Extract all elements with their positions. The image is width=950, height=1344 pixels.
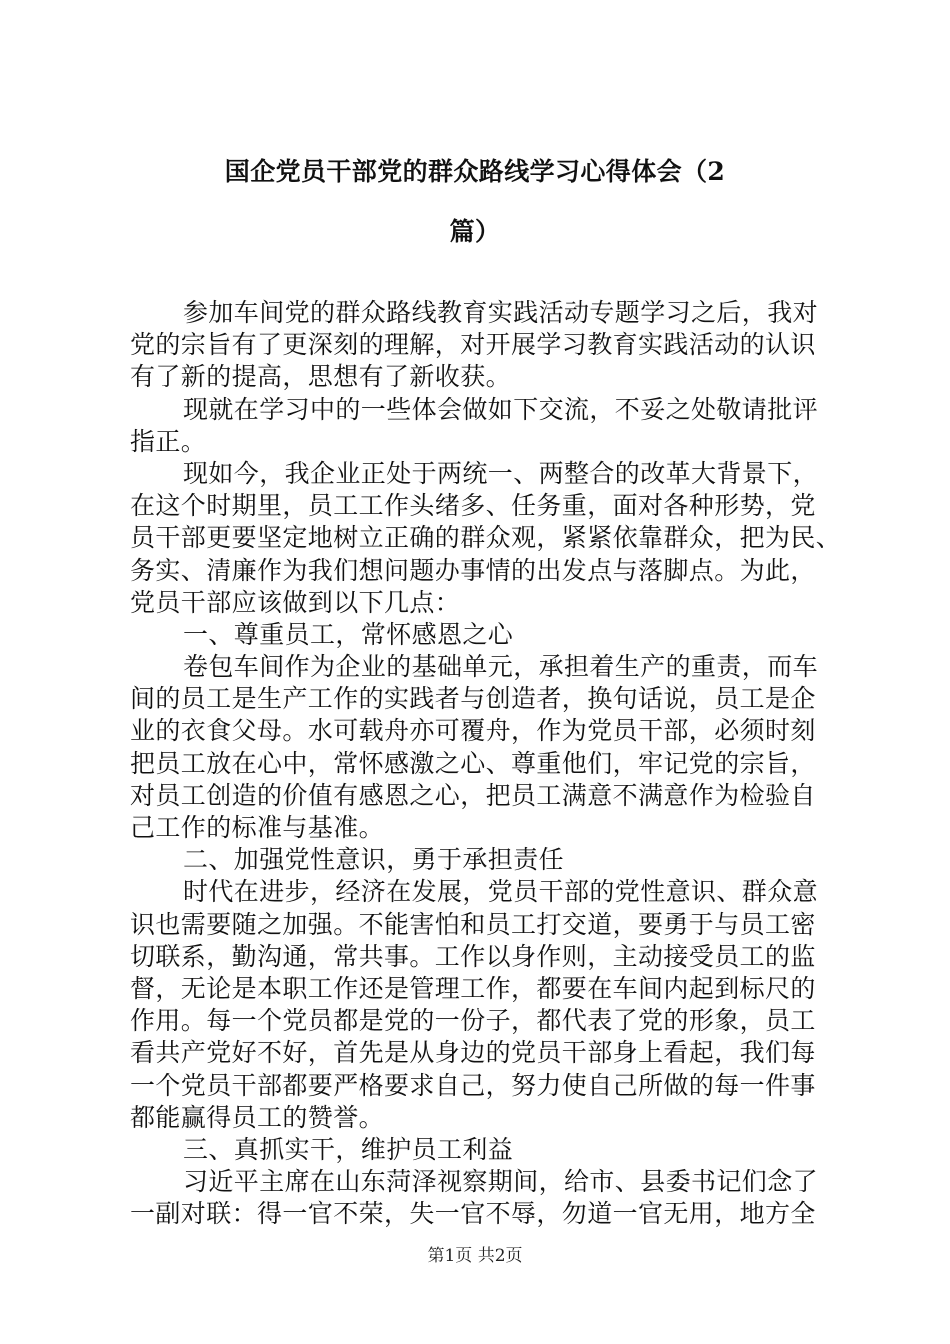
paragraph-line: 务实、清廉作为我们想问题办事情的出发点与落脚点。为此， [130, 555, 816, 585]
paragraph-line: 党的宗旨有了更深刻的理解，对开展学习教育实践活动的认识 [130, 330, 816, 360]
paragraph-line: 现就在学习中的一些体会做如下交流，不妥之处敬请批评 [183, 394, 819, 424]
paragraph-line: 识也需要随之加强。不能害怕和员工打交道，要勇于与员工密 [130, 909, 816, 939]
paragraph-line: 看共产党好不好，首先是从身边的党员干部身上看起，我们每 [130, 1038, 816, 1068]
paragraph-line: 习近平主席在山东菏泽视察期间，给市、县委书记们念了 [183, 1167, 819, 1197]
paragraph-line: 在这个时期里，员工工作头绪多、任务重，面对各种形势，党 [130, 491, 816, 521]
paragraph-line: 把员工放在心中，常怀感激之心、尊重他们，牢记党的宗旨， [130, 748, 816, 778]
paragraph-line: 有了新的提高，思想有了新收获。 [130, 362, 512, 392]
title-line: 篇） [449, 217, 501, 246]
paragraph-line: 党员干部应该做到以下几点： [130, 587, 461, 617]
section-heading: 三、真抓实干，维护员工利益 [183, 1134, 514, 1164]
document-body [130, 297, 842, 1230]
paragraph-line: 督，无论是本职工作还是管理工作，都要在车间内起到标尺的 [130, 973, 816, 1003]
paragraph-line: 作用。每一个党员都是党的一份子，都代表了党的形象，员工 [130, 1006, 816, 1036]
section-heading: 二、加强党性意识，勇于承担责任 [183, 845, 565, 875]
paragraph-line: 现如今，我企业正处于两统一、两整合的改革大背景下， [183, 458, 819, 488]
paragraph-line: 时代在进步，经济在发展，党员干部的党性意识、群众意 [183, 877, 819, 907]
paragraph-line: 员干部更要坚定地树立正确的群众观，紧紧依靠群众，把为民、 [130, 523, 842, 553]
paragraph-line: 己工作的标准与基准。 [130, 813, 385, 842]
document-title [100, 156, 850, 276]
paragraph-line: 对员工创造的价值有感恩之心，把员工满意不满意作为检验自 [130, 780, 816, 810]
paragraph-line: 业的衣食父母。水可载舟亦可覆舟，作为党员干部，必须时刻 [130, 716, 816, 746]
paragraph-line: 切联系，勤沟通，常共事。工作以身作则，主动接受员工的监 [130, 941, 816, 971]
paragraph-line: 参加车间党的群众路线教育实践活动专题学习之后，我对 [183, 298, 819, 327]
paragraph-line: 间的员工是生产工作的实践者与创造者，换句话说，员工是企 [130, 684, 816, 714]
paragraph-line: 一个党员干部都要严格要求自己，努力使自己所做的每一件事 [130, 1070, 816, 1100]
title-line: 国企党员干部党的群众路线学习心得体会（2 [224, 157, 726, 186]
section-heading: 一、尊重员工，常怀感恩之心 [183, 619, 514, 649]
paragraph-line: 指正。 [130, 426, 207, 456]
page-footer: 第1页 共2页 [427, 1246, 523, 1266]
paragraph-line: 一副对联：得一官不荣，失一官不辱，勿道一官无用，地方全 [130, 1199, 816, 1229]
paragraph-line: 都能赢得员工的赞誉。 [130, 1102, 385, 1132]
paragraph-line: 卷包车间作为企业的基础单元，承担着生产的重责，而车 [183, 652, 819, 682]
